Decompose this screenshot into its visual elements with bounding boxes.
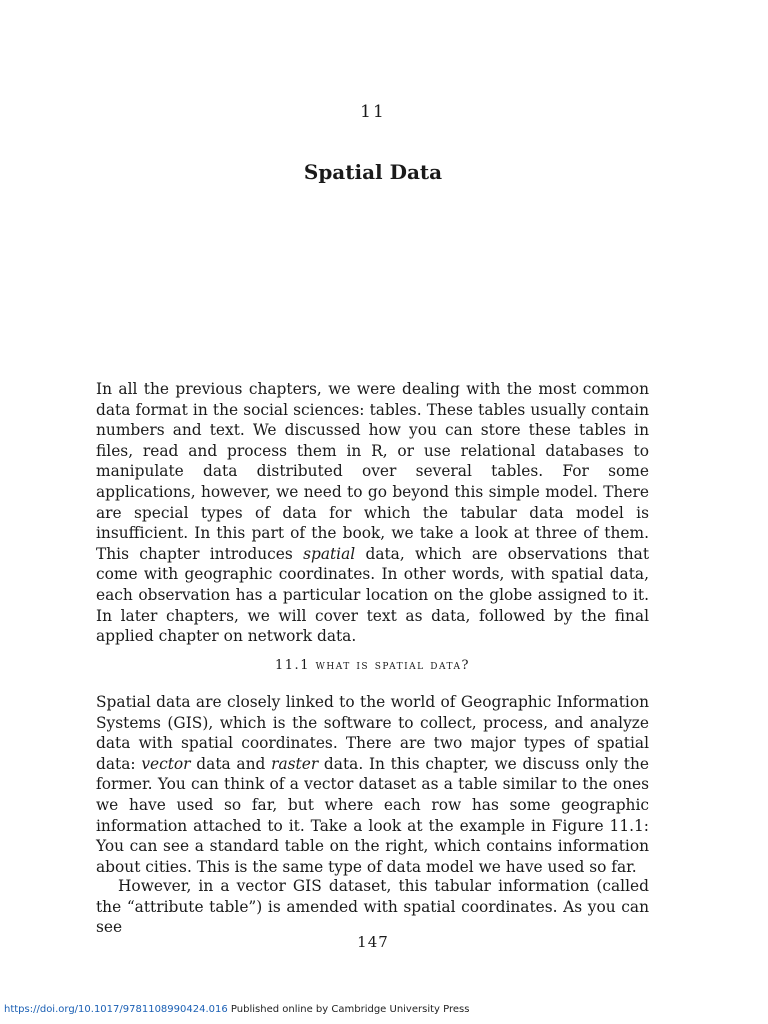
footer: [4, 1004, 469, 1015]
section-para1-text-2: data and: [190, 754, 272, 773]
intro-text-1: In all the previous chapters, we were dealing with the most common data format in the social sciences: tables. These tables usually contain numbers and text. We discussed how you can store these tables in files, read and process them in R, or use relational databases to manipulate data distributed over several tables. For some applications, however, we need to go beyond this simple model. There are special types of data for which the tabular data model is insufficient. In this part of the book, we take a look at three of them. This chapter introduces: [96, 380, 649, 563]
section-para1-emphasis-2: raster: [271, 754, 319, 773]
chapter-number: 11: [360, 102, 386, 122]
section-para1-emphasis-1: vector: [141, 754, 191, 773]
chapter-title: Spatial Data: [303, 160, 443, 184]
intro-emphasis: spatial: [303, 544, 356, 563]
section-heading: 11.1 what is spatial data?: [275, 658, 470, 673]
section-paragraph-1: [96, 692, 649, 877]
footer-text: Published online by Cambridge University Press: [227, 1004, 470, 1015]
section-para1-text-3: data. In this chapter, we discuss only the former. You can think of a vector dataset as a table similar to the ones we have used so far, but where each row has some geographic information attached to it. Take a look at the example in Figure 11.1: You can see a standard table on the right, which contains information about cities. This is the same type of data model we have used so far.: [96, 754, 649, 876]
page-number: 147: [357, 933, 389, 951]
intro-paragraph: [96, 379, 649, 647]
doi-link[interactable]: https://doi.org/10.1017/9781108990424.016: [4, 1004, 228, 1015]
intro-text-2: data, which are observations that come with geographic coordinates. In other words, with spatial data, each observation has a particular location on the globe assigned to it. In later chapters, we will cover text as data, followed by the final applied chapter on network data.: [96, 544, 650, 646]
section-para1-text-1: Spatial data are closely linked to the world of Geographic Information Systems (GIS), which is the software to collect, process, and analyze data with spatial coordinates. There are two major types of spatial data:: [96, 693, 649, 773]
section-paragraph-2: However, in a vector GIS dataset, this tabular information (called the “attribute table”) is amended with spatial coordinates. As you can see: [96, 877, 649, 937]
